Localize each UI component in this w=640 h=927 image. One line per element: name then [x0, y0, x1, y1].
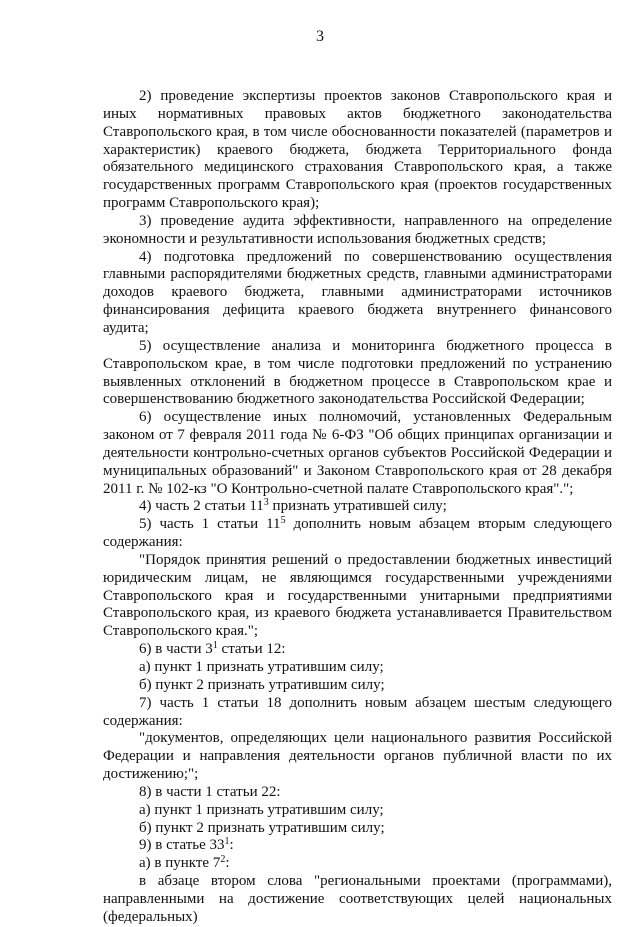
paragraph-art11-part2: 4) часть 2 статьи $11^3$ признать утратившей силу;: [139, 497, 447, 515]
quote-documents: "документов, определяющих цели национального развития Российской Федерации и направления деятельности органов публичной власти по их достижению;";: [103, 730, 612, 783]
art22-item-b: б) пункт 2 признать утратившим силу;: [139, 819, 385, 836]
paragraph-point7: а) в пункте $7^2$:: [139, 854, 230, 872]
art22-item-a: а) пункт 1 признать утратившим силу;: [139, 801, 384, 818]
paragraph-art12: 6) в части $3^1$ статьи 12:: [139, 640, 286, 658]
paragraph-art33: 9) в статье $33^1$:: [139, 836, 234, 854]
paragraph-item-2: 2) проведение экспертизы проектов законов Ставропольского края и иных нормативных правовых актов бюджетного законодательства Ставропольского края, в том числе обоснованности показателей (параметров и характеристик) краевого бюджета, бюджета Территориального фонда обязательного медицинского страхования Ставропольского края, а также государственных программ Ставропольского края (проектов государственных программ Ставропольского края);: [103, 88, 612, 212]
quote-investments: "Порядок принятия решений о предоставлении бюджетных инвестиций юридическим лицам, не являющимся государственными учреждениями Ставропольского края и государственными унитарными предприятиями Ставропольского края, из краевого бюджета устанавливается Правительством Ставропольского края.";: [103, 551, 612, 640]
paragraph-item-4: 4) подготовка предложений по совершенствованию осуществления главными распорядителями бюджетных средств, главными администраторами доходов краевого бюджета, главными администраторами источников финансирования дефицита краевого бюджета внутреннего финансового аудита;: [103, 248, 612, 336]
paragraph-last: в абзаце втором слова "региональными проектами (программами), направленными на достижение соответствующих целей национальных (федеральных): [103, 873, 612, 925]
page-number: 3: [316, 28, 324, 45]
paragraph-art22: 8) в части 1 статьи 22:: [139, 783, 281, 800]
paragraph-item-6: 6) осуществление иных полномочий, установленных Федеральным законом от 7 февраля 2011 года № 6-ФЗ "Об общих принципах организации и деятельности контрольно-счетных органов субъектов Российской Федерации и муниципальных образований" и Законом Ставропольского края от 28 декабря 2011 г. № 102-кз "О Контрольно-счетной палате Ставропольского края".";: [103, 409, 612, 497]
paragraph-item-3: 3) проведение аудита эффективности, направленного на определение экономности и результативности использования бюджетных средств;: [103, 212, 612, 247]
art12-item-b: б) пункт 2 признать утратившим силу;: [139, 676, 385, 693]
paragraph-art11-part1: 5) часть 1 статьи $11^5$ дополнить новым абзацем вторым следующего содержания:: [103, 515, 612, 551]
document-body: [103, 88, 612, 927]
paragraph-item-5: 5) осуществление анализа и мониторинга бюджетного процесса в Ставропольском крае, в том числе подготовки предложений по устранению выявленных отклонений в бюджетном процессе в Ставропольском крае и совершенствованию бюджетного законодательства Российской Федерации;: [103, 337, 612, 408]
paragraph-art18: 7) часть 1 статьи 18 дополнить новым абзацем шестым следующего содержания:: [103, 694, 612, 729]
art12-item-a: а) пункт 1 признать утратившим силу;: [139, 659, 384, 675]
